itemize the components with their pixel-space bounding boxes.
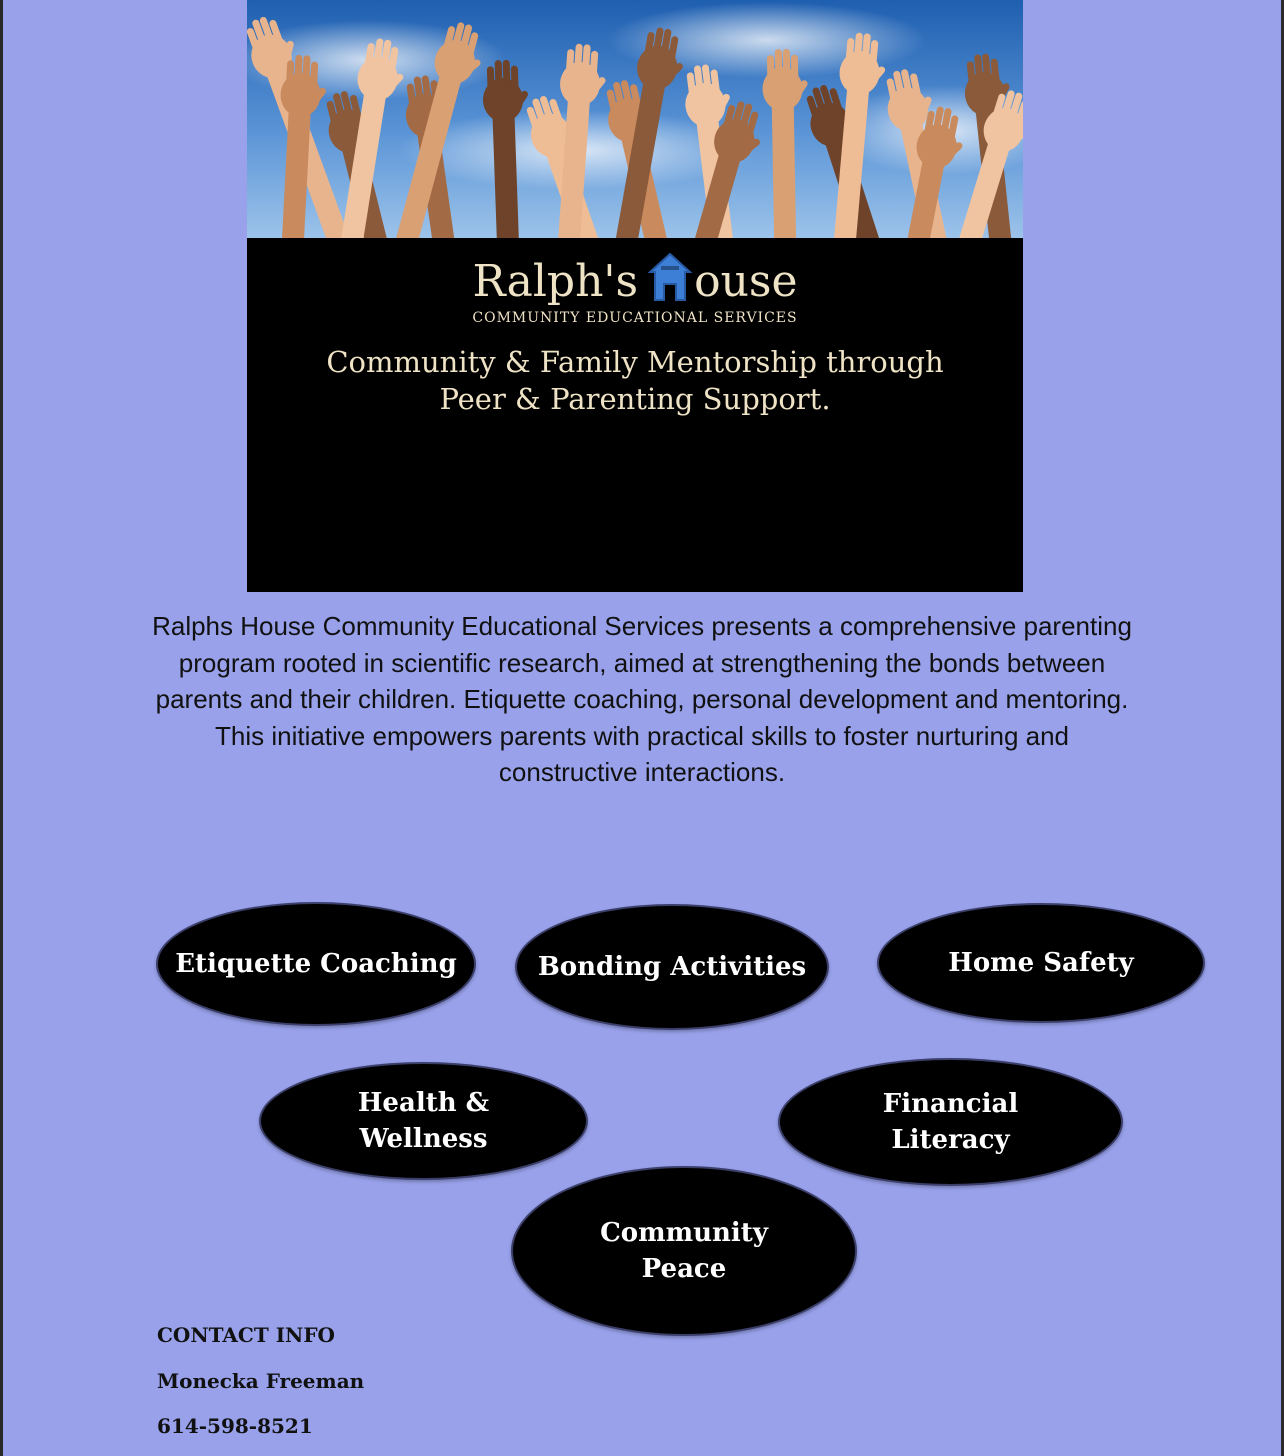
house-icon xyxy=(648,252,692,318)
tagline-line-1: Community & Family Mentorship through xyxy=(326,345,944,379)
financial-literacy-label-line2: Literacy xyxy=(891,1125,1010,1155)
etiquette-coaching-label: Etiquette Coaching xyxy=(175,949,457,979)
bonding-activities-button[interactable] xyxy=(515,904,829,1030)
home-safety-label: Home Safety xyxy=(948,948,1134,978)
health-wellness-button[interactable] xyxy=(259,1062,588,1180)
community-peace-label-line1: Community xyxy=(600,1218,768,1248)
health-wellness-label-line1: Health & xyxy=(357,1088,490,1118)
community-peace-label-line2: Peace xyxy=(641,1254,727,1284)
etiquette-coaching-button[interactable] xyxy=(156,902,476,1026)
brand-name-prefix: Ralph's xyxy=(472,256,639,307)
financial-literacy-button[interactable] xyxy=(778,1058,1123,1186)
brand-subtitle: COMMUNITY EDUCATIONAL SERVICES xyxy=(472,310,798,326)
financial-literacy-label-line1: Financial xyxy=(882,1089,1019,1119)
brand-name-suffix: ouse xyxy=(694,256,798,307)
contact-heading: CONTACT INFO xyxy=(157,1323,335,1347)
program-description: Ralphs House Community Educational Services presents a comprehensive parenting program rooted in scientific research, aimed at strengthening the bonds between parents and their children. Etiquette coaching, personal development and mentoring. This initiative empowers parents with practical skills to foster nurturing and constructive interactions. xyxy=(152,611,1132,787)
health-wellness-label-line2: Wellness xyxy=(359,1124,488,1154)
tagline-line-2: Peer & Parenting Support. xyxy=(439,382,831,416)
contact-name: Monecka Freeman xyxy=(157,1369,365,1393)
bonding-activities-label: Bonding Activities xyxy=(537,952,807,982)
contact-phone[interactable]: 614-598-8521 xyxy=(157,1414,313,1438)
brand-logo xyxy=(247,252,1023,318)
home-safety-button[interactable] xyxy=(877,903,1205,1023)
community-peace-button[interactable] xyxy=(511,1166,857,1336)
hero-banner xyxy=(247,0,1023,592)
raised-hands-photo xyxy=(247,0,1023,238)
